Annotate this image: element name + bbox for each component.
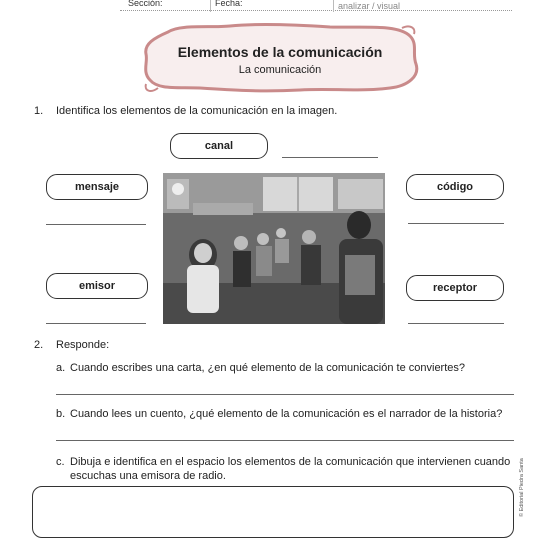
receptor-answer-line[interactable] (408, 323, 504, 324)
q2-number: 2. (34, 339, 44, 351)
drawing-area[interactable] (32, 486, 514, 538)
section-label: Sección: (128, 0, 163, 8)
q2a-letter: a. (56, 362, 66, 374)
header-divider (333, 0, 334, 12)
page-title: Elementos de la comunicación (177, 44, 383, 60)
canal-answer-line[interactable] (282, 157, 378, 158)
date-label: Fecha: (215, 0, 243, 8)
q2-text: Responde: (56, 339, 110, 351)
classroom-photo (163, 173, 385, 324)
skill-label: analizar / visual (338, 1, 401, 11)
q2b-text: Cuando lees un cuento, ¿qué elemento de la comunicación es el narrador de la historia? (70, 408, 503, 420)
label-canal: canal (170, 133, 268, 159)
mensaje-answer-line[interactable] (46, 224, 146, 225)
q1-text: Identifica los elementos de la comunicación en la imagen. (56, 105, 338, 117)
header-line (120, 10, 512, 11)
copyright-note: © Editorial Piedra Santa (519, 458, 525, 517)
q2a-text: Cuando escribes una carta, ¿en qué elemento de la comunicación te conviertes? (70, 362, 466, 374)
title-cloud (140, 18, 420, 100)
codigo-answer-line[interactable] (408, 223, 504, 224)
page-subtitle: La comunicación (238, 64, 322, 76)
label-codigo: código (406, 174, 504, 200)
q2b-answer-line[interactable] (56, 440, 514, 441)
q1-number: 1. (34, 105, 44, 117)
q2c-text-line1: Dibuja e identifica en el espacio los elementos de la comunicación que intervienen cuando (70, 456, 511, 468)
q2b-letter: b. (56, 408, 66, 420)
label-mensaje: mensaje (46, 174, 148, 200)
q2c-text-line2: escuchas una emisora de radio. (70, 470, 226, 482)
label-emisor: emisor (46, 273, 148, 299)
q2a-answer-line[interactable] (56, 394, 514, 395)
label-receptor: receptor (406, 275, 504, 301)
emisor-answer-line[interactable] (46, 323, 146, 324)
header-divider (210, 0, 211, 12)
q2c-letter: c. (56, 456, 65, 468)
